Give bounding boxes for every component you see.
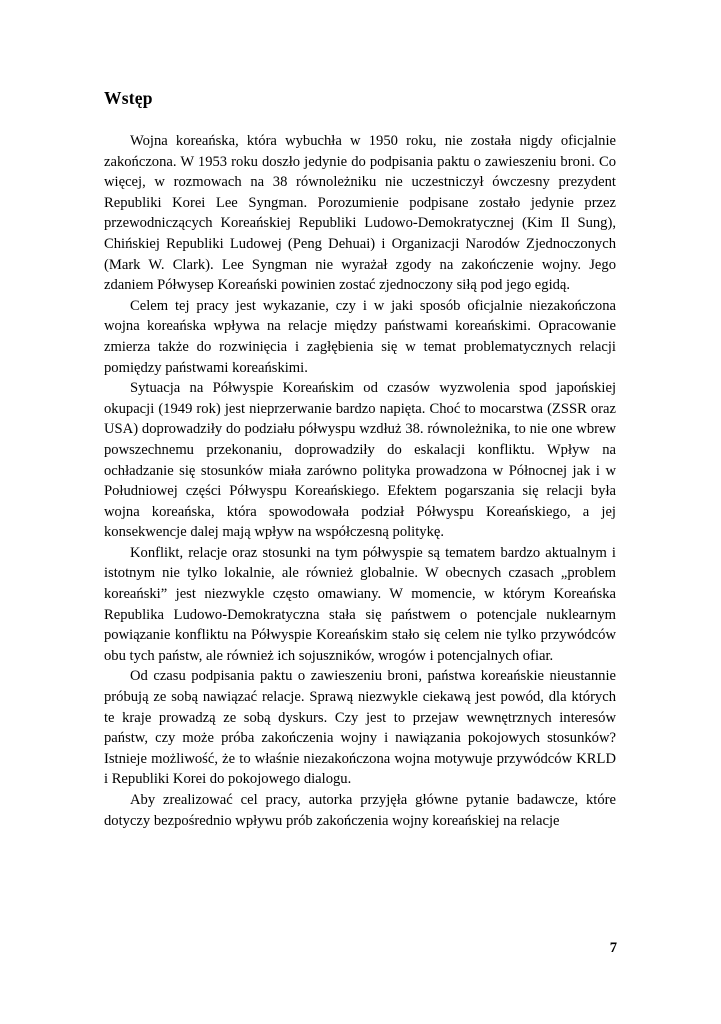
paragraph: Od czasu podpisania paktu o zawieszeniu broni, państwa koreańskie nieustannie próbują ze sobą nawiązać relacje. Sprawą niezwykle ciekawą jest powód, dla których te kraje prowadzą ze sobą dyskurs. Czy jest to przejaw wewnętrznych interesów państw, czy może próba zakończenia wojny i nawiązania pokojowych stosunków? Istnieje możliwość, że to właśnie niezakończona wojna motywuje przywódców KRLD i Republiki Korei do pokojowego dialogu.	[104, 668, 616, 788]
paragraph: Sytuacja na Półwyspie Koreańskim od czasów wyzwolenia spod japońskiej okupacji (1949 rok) jest nieprzerwanie bardzo napięta. Choć to mocarstwa (ZSSR oraz USA) doprowadziły do podziału półwyspu wzdłuż 38. równoleżnika, to nie one wbrew powszechnemu przekonaniu, doprowadziły do eskalacji konfliktu. Wpływ na ochładzanie się stosunków miała zarówno polityka prowadzona w Północnej jak i w Południowej części Półwyspu Koreańskiego. Efektem pogarszania się relacji była wojna koreańska, która spowodowała podział Półwyspu Koreańskiego, a jej konsekwencje dalej mają wpływ na współczesną politykę.	[104, 380, 616, 541]
page-title: Wstęp	[104, 88, 153, 108]
paragraph: Wojna koreańska, która wybuchła w 1950 roku, nie została nigdy oficjalnie zakończona. W 1953 roku doszło jedynie do podpisania paktu o zawieszeniu broni. Co więcej, w rozmowach na 38 równoleżniku nie uczestniczył ówczesny prezydent Republiki Korei Lee Syngman. Porozumienie podpisane zostało jedynie przez przewodniczących Koreańskiej Republiki Ludowo-Demokratycznej (Kim Il Sung), Chińskiej Republiki Ludowej (Peng Dehuai) i Organizacji Narodów Zjednoczonych (Mark W. Clark). Lee Syngman nie wyrażał zgody na zakończenie wojny. Jego zdaniem Półwysep Koreański powinien zostać zjednoczony siłą pod jego egidą.	[104, 133, 616, 294]
paragraph: Celem tej pracy jest wykazanie, czy i w jaki sposób oficjalnie niezakończona wojna koreańska wpływa na relacje między państwami koreańskimi. Opracowanie zmierza także do rozwinięcia i zagłębienia się w temat problematycznych relacji pomiędzy państwami koreańskimi.	[104, 297, 616, 376]
paragraph: Konflikt, relacje oraz stosunki na tym półwyspie są tematem bardzo aktualnym i istotnym nie tylko lokalnie, ale również globalnie. W obecnych czasach „problem koreański” jest niezwykle często omawiany. W momencie, w którym Koreańska Republika Ludowo-Demokratyczna stała się państwem o potencjale nuklearnym powiązanie konfliktu na Półwyspie Koreańskim stało się celem nie tylko przywódców obu tych państw, ale również ich sojuszników, wrogów i potencjalnych ofiar.	[104, 544, 616, 664]
page-content	[104, 88, 616, 831]
paragraph: Aby zrealizować cel pracy, autorka przyjęła główne pytanie badawcze, które dotyczy bezpośrednio wpływu prób zakończenia wojny koreańskiej na relacje	[104, 792, 616, 829]
page-number: 7	[609, 940, 617, 956]
